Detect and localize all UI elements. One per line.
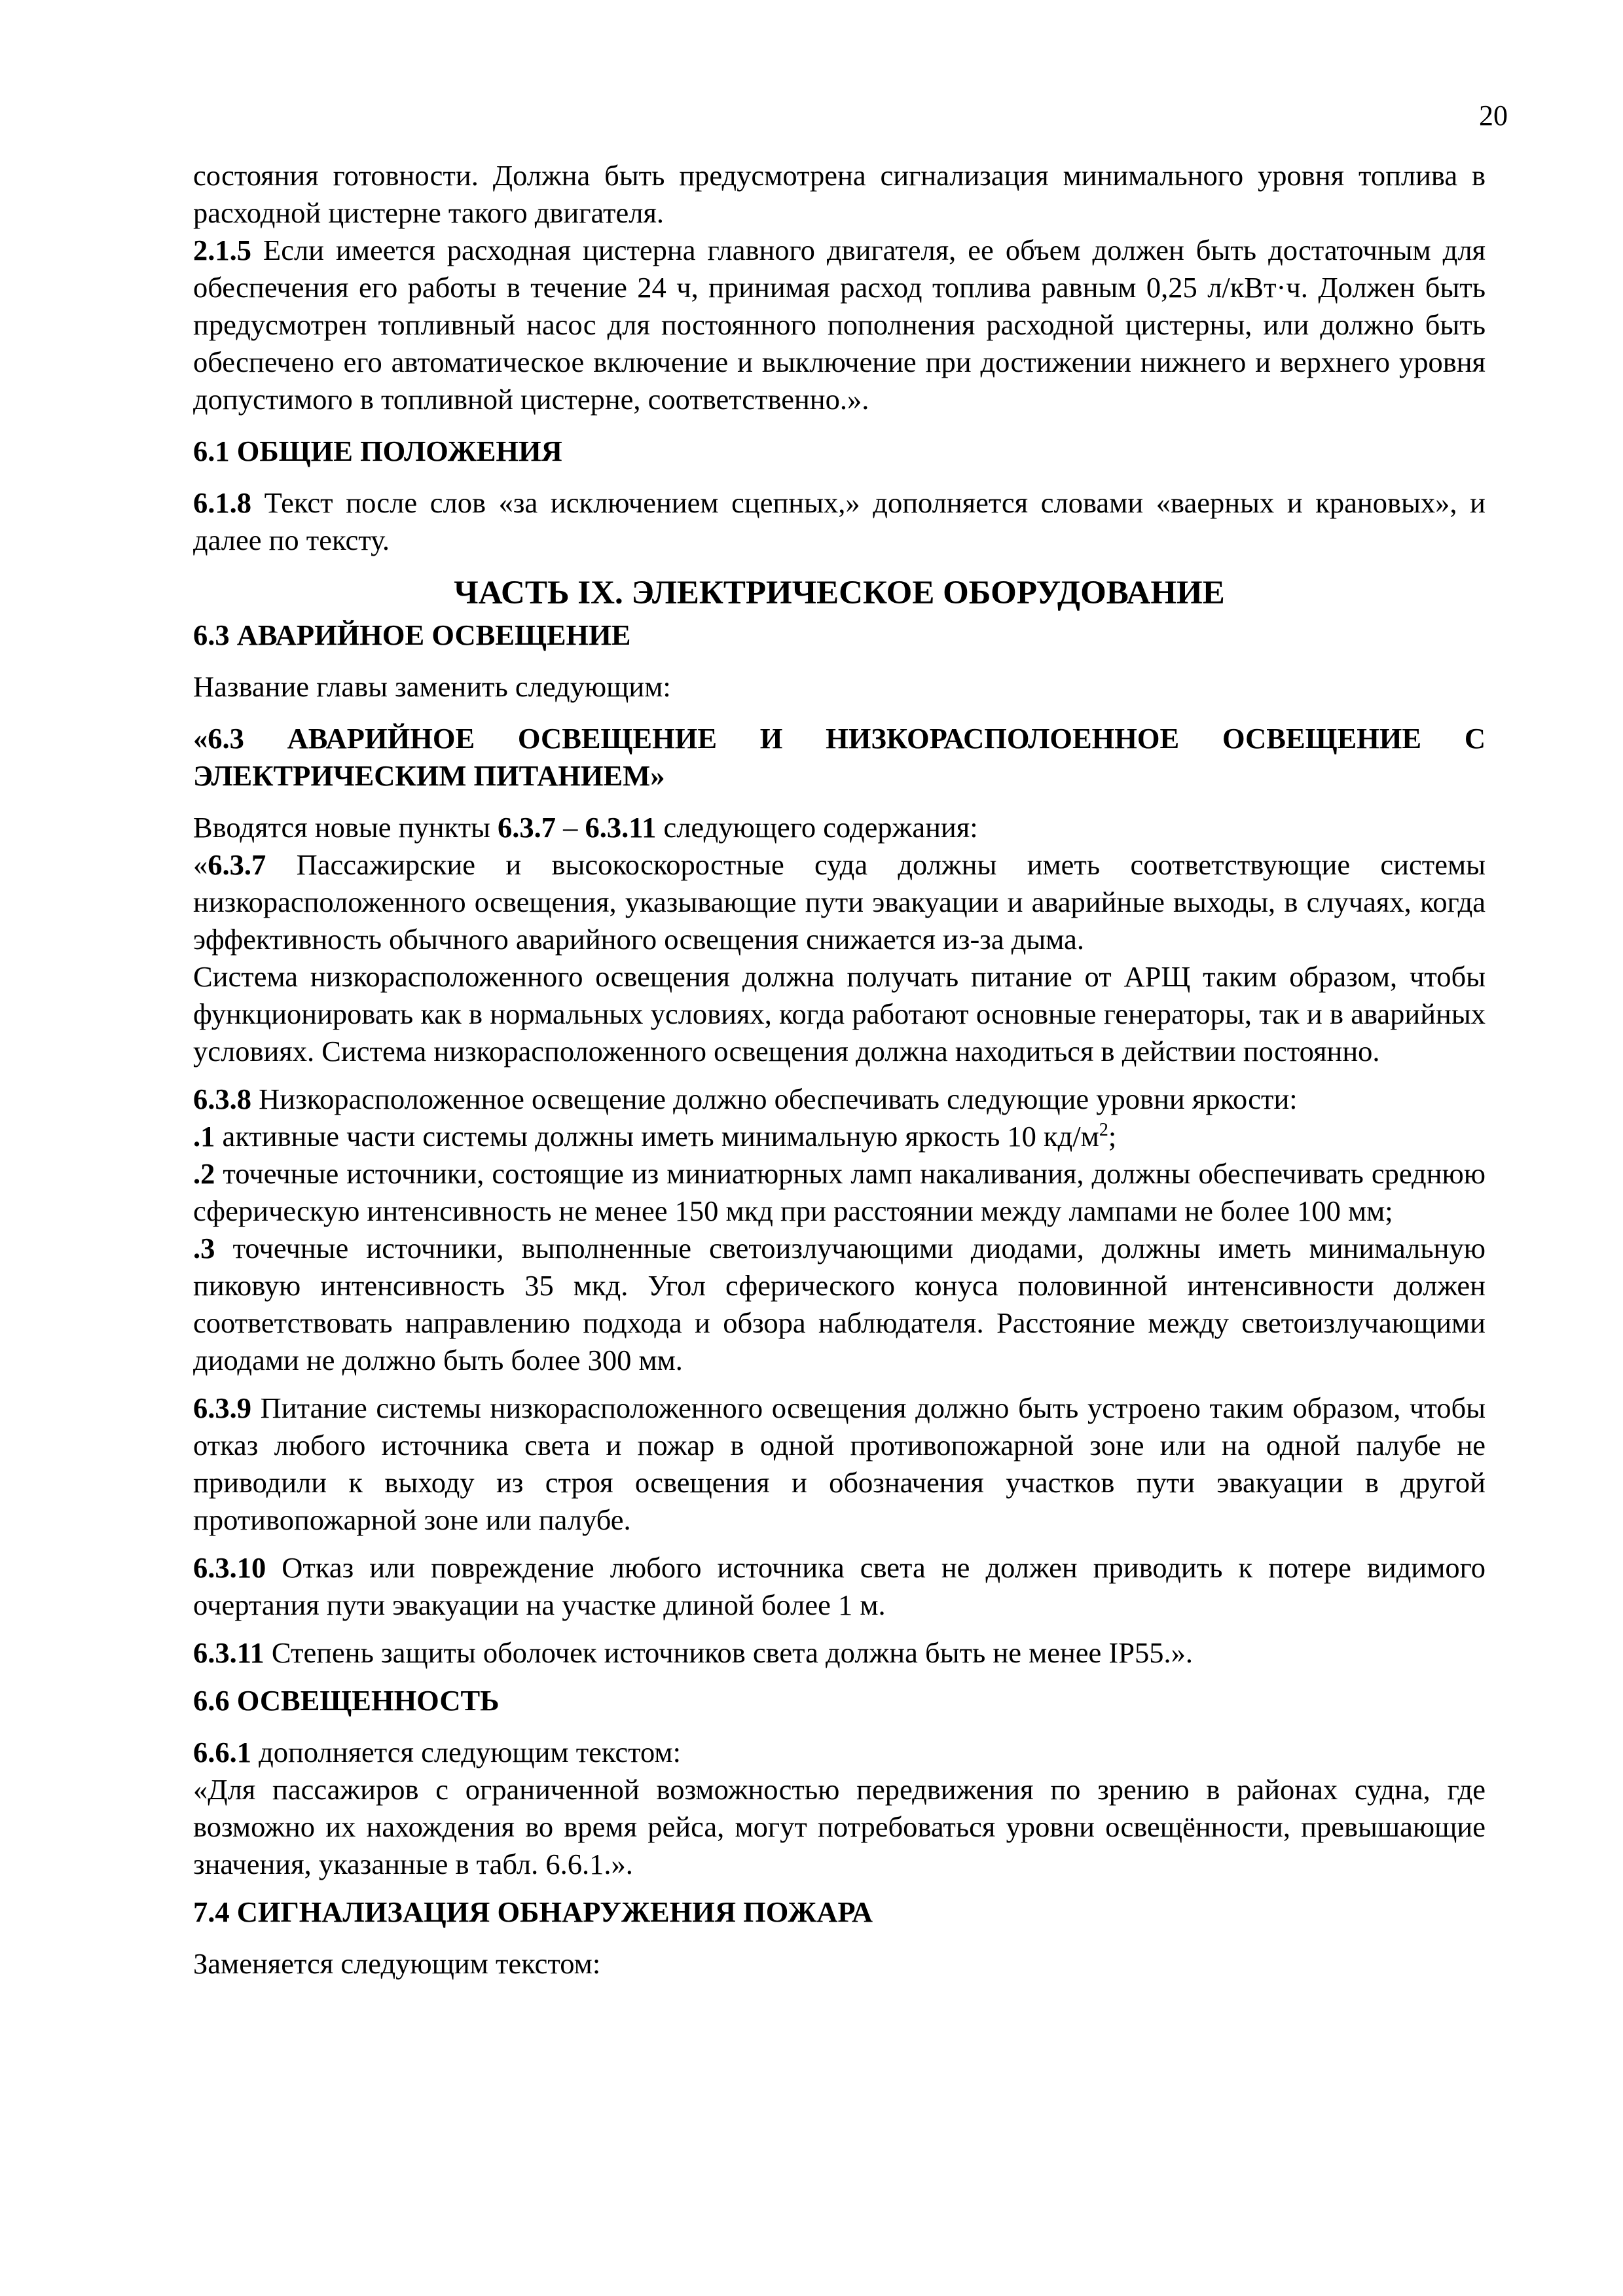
clause-number: 6.3.9 (193, 1391, 251, 1424)
clause-number: 6.3.7 (208, 848, 266, 881)
clause-number: 2.1.5 (193, 234, 251, 266)
clause-text: Степень защиты оболочек источников света должна быть не менее IP55.». (264, 1636, 1193, 1669)
item-number: .1 (193, 1120, 215, 1153)
close-quote: » (650, 759, 665, 792)
new-section-title (193, 720, 1486, 795)
clause-6-1-8 (193, 484, 1486, 559)
item-text: точечные источники, состоящие из миниатюрных ламп накаливания, должны обеспечивать среднюю сферическую интенсивность не менее 150 мкд при расстоянии между лампами не более 100 мм; (193, 1157, 1486, 1227)
continued-paragraph: состояния готовности. Должна быть предусмотрена сигнализация минимального уровня топлива в расходной цистерне такого двигателя. (193, 159, 1486, 229)
clause-6-3-7 (193, 846, 1486, 958)
clause-text: дополняется следующим текстом: (251, 1736, 681, 1768)
section-heading-7-4: 7.4 СИГНАЛИЗАЦИЯ ОБНАРУЖЕНИЯ ПОЖАРА (193, 1895, 873, 1928)
clause-6-3-7-continued: Система низкорасположенного освещения должна получать питание от АРЩ таким образом, чтобы функционировать как в нормальных условиях, когда работают основные генераторы, так и в аварийных условиях. Система низкорасположенного освещения должна находиться в действии постоянно. (193, 960, 1486, 1067)
clause-number: 6.3.10 (193, 1551, 266, 1584)
document-body (193, 0, 1486, 1982)
rename-instruction: Название главы заменить следующим: (193, 670, 671, 703)
clause-6-6-1-quote: «Для пассажиров с ограниченной возможностью передвижения по зрению в районах судна, где возможно их нахождения во время рейса, могут потребоваться уровни освещённости, превышающие значения, указанные в табл. 6.6.1.». (193, 1773, 1486, 1880)
intro-post: следующего содержания: (656, 811, 978, 844)
clause-number: 6.3.11 (193, 1636, 264, 1669)
list-item-3 (193, 1230, 1486, 1379)
clause-text: Пассажирские и высокоскоростные суда должны иметь соответствующие системы низкорасположенного освещения, указывающие пути эвакуации и аварийные выходы, в случаях, когда эффективность обычного аварийного освещения снижается из-за дыма. (193, 848, 1486, 956)
clause-6-3-8 (193, 1081, 1486, 1118)
intro-pre: Вводятся новые пункты (193, 811, 498, 844)
open-quote: « (193, 848, 208, 881)
section-heading-6-3: 6.3 АВАРИЙНОЕ ОСВЕЩЕНИЕ (193, 619, 631, 651)
clause-text: Текст после слов «за исключением сцепных,» дополняется словами «ваерных и крановых», и далее по тексту. (193, 486, 1486, 556)
part-title: ЧАСТЬ IX. ЭЛЕКТРИЧЕСКОЕ ОБОРУДОВАНИЕ (454, 575, 1225, 611)
new-title-text: 6.3 АВАРИЙНОЕ ОСВЕЩЕНИЕ И НИЗКОРАСПОЛОЕННОЕ ОСВЕЩЕНИЕ С ЭЛЕКТРИЧЕСКИМ ПИТАНИЕМ (193, 722, 1486, 792)
superscript: 2 (1099, 1120, 1108, 1141)
clause-6-3-10 (193, 1549, 1486, 1624)
intro-from: 6.3.7 (498, 811, 556, 844)
list-item-1 (193, 1118, 1486, 1155)
clause-text: Отказ или повреждение любого источника света не должен приводить к потере видимого очертания пути эвакуации на участке длиной более 1 м. (193, 1551, 1486, 1621)
intro-paragraph (193, 809, 1486, 846)
intro-to: 6.3.11 (585, 811, 657, 844)
clause-text: Питание системы низкорасположенного освещения должно быть устроено таким образом, чтобы отказ любого источника света и пожар в одной противопожарной зоне или на одной палубе не приводили к выходу из строя освещения и обозначения участков пути эвакуации в другой противопожарной зоне или палубе. (193, 1391, 1486, 1536)
list-item-2 (193, 1155, 1486, 1230)
item-text: активные части системы должны иметь минимальную яркость 10 кд/м (215, 1120, 1099, 1153)
clause-text: Если имеется расходная цистерна главного двигателя, ее объем должен быть достаточным для обеспечения его работы в течение 24 ч, принимая расход топлива равным 0,25 л/кВт·ч. Должен быть предусмотрен топливный насос для постоянного пополнения расходной цистерны, или должно быть обеспечено его автоматическое включение и выключение при достижении нижнего и верхнего уровня допустимого в топливной цистерне, соответственно.». (193, 234, 1486, 416)
section-heading-6-1: 6.1 ОБЩИЕ ПОЛОЖЕНИЯ (193, 435, 562, 467)
item-text: точечные источники, выполненные светоизлучающими диодами, должны иметь минимальную пиковую интенсивность 35 мкд. Угол сферического конуса половинной интенсивности должен соответствовать направлению подхода и обзора наблюдателя. Расстояние между светоизлучающими диодами не должно быть более 300 мм. (193, 1232, 1486, 1376)
clause-number: 6.6.1 (193, 1736, 251, 1768)
clause-text: Низкорасположенное освещение должно обеспечивать следующие уровни яркости: (251, 1083, 1298, 1115)
item-number: .2 (193, 1157, 215, 1190)
clause-6-3-9 (193, 1390, 1486, 1539)
clause-6-3-11 (193, 1634, 1486, 1672)
section-heading-6-6: 6.6 ОСВЕЩЕННОСТЬ (193, 1684, 500, 1717)
replace-instruction: Заменяется следующим текстом: (193, 1947, 601, 1980)
clause-6-6-1 (193, 1734, 1486, 1771)
clause-number: 6.1.8 (193, 486, 251, 519)
item-end: ; (1108, 1120, 1117, 1153)
intro-dash: – (556, 811, 585, 844)
page-number: 20 (1479, 99, 1508, 132)
clause-2-1-5 (193, 232, 1486, 418)
item-number: .3 (193, 1232, 215, 1265)
clause-number: 6.3.8 (193, 1083, 251, 1115)
open-quote: « (193, 722, 208, 755)
